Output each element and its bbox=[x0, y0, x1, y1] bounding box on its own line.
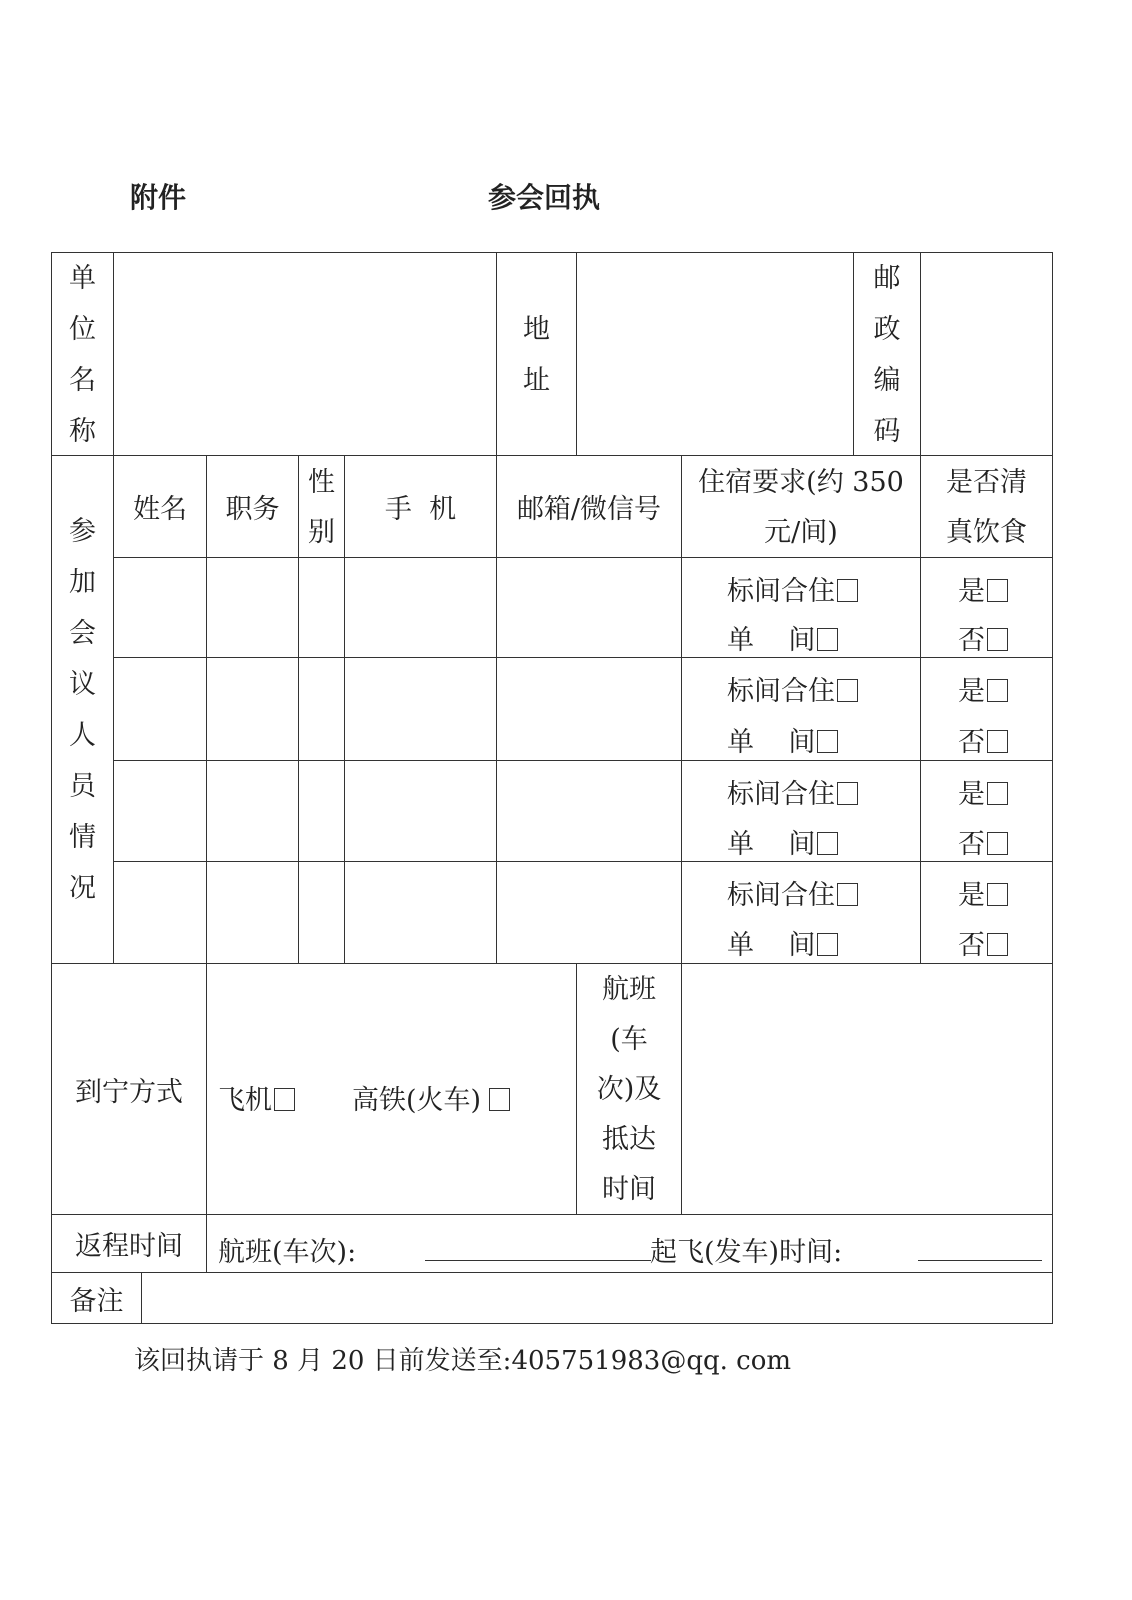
return-flight-field[interactable] bbox=[425, 1236, 651, 1261]
return-flight-label: 航班(车次): bbox=[218, 1237, 357, 1268]
attendee-1-name-field[interactable] bbox=[114, 558, 206, 657]
column-header-position: 职务 bbox=[225, 494, 280, 525]
checkbox-icon[interactable] bbox=[837, 782, 858, 805]
arrival-plane-option[interactable]: 飞机 bbox=[218, 1078, 295, 1117]
attendee-3-halal-no[interactable]: 否 bbox=[958, 822, 1008, 861]
unit-name-label: 单 位 名 称 bbox=[69, 262, 96, 447]
attendee-4-position-field[interactable] bbox=[207, 862, 298, 962]
attendee-3-phone-field[interactable] bbox=[345, 761, 496, 860]
arrival-flight-label: 航班 (车 次)及 抵达 时间 bbox=[596, 973, 662, 1205]
column-header-phone: 手 机 bbox=[384, 494, 457, 525]
return-departure-time-label: 起飞(发车)时间: bbox=[650, 1237, 843, 1268]
postcode-field[interactable] bbox=[922, 254, 1051, 454]
attendee-1-gender-field[interactable] bbox=[299, 558, 344, 657]
postcode-label: 邮 政 编 码 bbox=[873, 262, 901, 447]
attendee-1-halal-yes[interactable]: 是 bbox=[958, 569, 1008, 608]
checkbox-icon[interactable] bbox=[817, 832, 838, 855]
column-header-name: 姓名 bbox=[133, 494, 187, 525]
attendee-4-halal-yes[interactable]: 是 bbox=[958, 873, 1008, 912]
checkbox-icon[interactable] bbox=[987, 883, 1008, 906]
attendee-2-email-field[interactable] bbox=[497, 658, 681, 759]
column-header-email: 邮箱/微信号 bbox=[516, 494, 662, 525]
attendee-1-lodging-shared[interactable]: 标间合住 bbox=[727, 569, 858, 608]
page-title: 参会回执 bbox=[488, 181, 601, 214]
address-field[interactable] bbox=[578, 254, 852, 454]
attendee-4-phone-field[interactable] bbox=[345, 862, 496, 962]
attendee-2-position-field[interactable] bbox=[207, 658, 298, 759]
attendees-section-label: 参 加 会 议 人 员 情 况 bbox=[69, 515, 96, 904]
attendee-3-lodging-shared[interactable]: 标间合住 bbox=[727, 772, 858, 811]
return-departure-time-field[interactable] bbox=[918, 1236, 1042, 1261]
checkbox-icon[interactable] bbox=[837, 679, 858, 702]
attendee-3-halal-yes[interactable]: 是 bbox=[958, 772, 1008, 811]
attendee-4-gender-field[interactable] bbox=[299, 862, 344, 962]
remarks-field[interactable] bbox=[143, 1274, 1051, 1322]
attendee-4-email-field[interactable] bbox=[497, 862, 681, 962]
unit-name-field[interactable] bbox=[115, 254, 495, 454]
column-header-lodging: 住宿要求(约 350 元/间) bbox=[698, 466, 904, 548]
checkbox-icon[interactable] bbox=[837, 579, 858, 602]
arrival-train-option[interactable]: 高铁(火车) bbox=[352, 1078, 510, 1117]
remarks-label: 备注 bbox=[69, 1285, 124, 1317]
checkbox-icon[interactable] bbox=[987, 832, 1008, 855]
attendee-4-lodging-shared[interactable]: 标间合住 bbox=[727, 873, 858, 912]
attendee-3-gender-field[interactable] bbox=[299, 761, 344, 860]
attendee-1-halal-no[interactable]: 否 bbox=[958, 618, 1008, 657]
attendee-4-name-field[interactable] bbox=[114, 862, 206, 962]
attendee-2-gender-field[interactable] bbox=[299, 658, 344, 759]
checkbox-icon[interactable] bbox=[987, 579, 1008, 602]
attendee-3-name-field[interactable] bbox=[114, 761, 206, 860]
submission-note: 该回执请于 8 月 20 日前发送至:405751983@qq. com bbox=[134, 1346, 792, 1376]
attachment-label: 附件 bbox=[130, 181, 187, 214]
attendee-3-position-field[interactable] bbox=[207, 761, 298, 860]
checkbox-icon[interactable] bbox=[817, 933, 838, 956]
checkbox-icon[interactable] bbox=[987, 782, 1008, 805]
return-time-label: 返程时间 bbox=[75, 1231, 183, 1262]
attendee-1-position-field[interactable] bbox=[207, 558, 298, 657]
checkbox-icon[interactable] bbox=[987, 679, 1008, 702]
checkbox-icon[interactable] bbox=[837, 883, 858, 906]
checkbox-icon[interactable] bbox=[987, 628, 1008, 651]
attendee-3-lodging-single[interactable]: 单 间 bbox=[727, 822, 838, 861]
checkbox-icon[interactable] bbox=[817, 730, 838, 753]
column-header-halal: 是否清 真饮食 bbox=[946, 466, 1027, 548]
checkbox-icon[interactable] bbox=[987, 933, 1008, 956]
checkbox-icon[interactable] bbox=[274, 1088, 295, 1111]
attendee-2-phone-field[interactable] bbox=[345, 658, 496, 759]
attendee-2-halal-no[interactable]: 否 bbox=[958, 720, 1008, 759]
attendee-2-lodging-shared[interactable]: 标间合住 bbox=[727, 669, 858, 708]
checkbox-icon[interactable] bbox=[489, 1088, 510, 1111]
arrival-flight-field[interactable] bbox=[683, 965, 1051, 1213]
attendee-1-email-field[interactable] bbox=[497, 558, 681, 657]
attendee-2-name-field[interactable] bbox=[114, 658, 206, 759]
attendee-1-phone-field[interactable] bbox=[345, 558, 496, 657]
column-header-gender: 性 别 bbox=[308, 466, 335, 548]
attendee-4-halal-no[interactable]: 否 bbox=[958, 923, 1008, 962]
attendee-2-lodging-single[interactable]: 单 间 bbox=[727, 720, 838, 759]
attendee-2-halal-yes[interactable]: 是 bbox=[958, 669, 1008, 708]
checkbox-icon[interactable] bbox=[987, 730, 1008, 753]
attendee-3-email-field[interactable] bbox=[497, 761, 681, 860]
attendee-1-lodging-single[interactable]: 单 间 bbox=[727, 618, 838, 657]
checkbox-icon[interactable] bbox=[817, 628, 838, 651]
address-label: 地 址 bbox=[523, 313, 550, 396]
attendee-4-lodging-single[interactable]: 单 间 bbox=[727, 923, 838, 962]
arrival-method-label: 到宁方式 bbox=[75, 1076, 183, 1108]
